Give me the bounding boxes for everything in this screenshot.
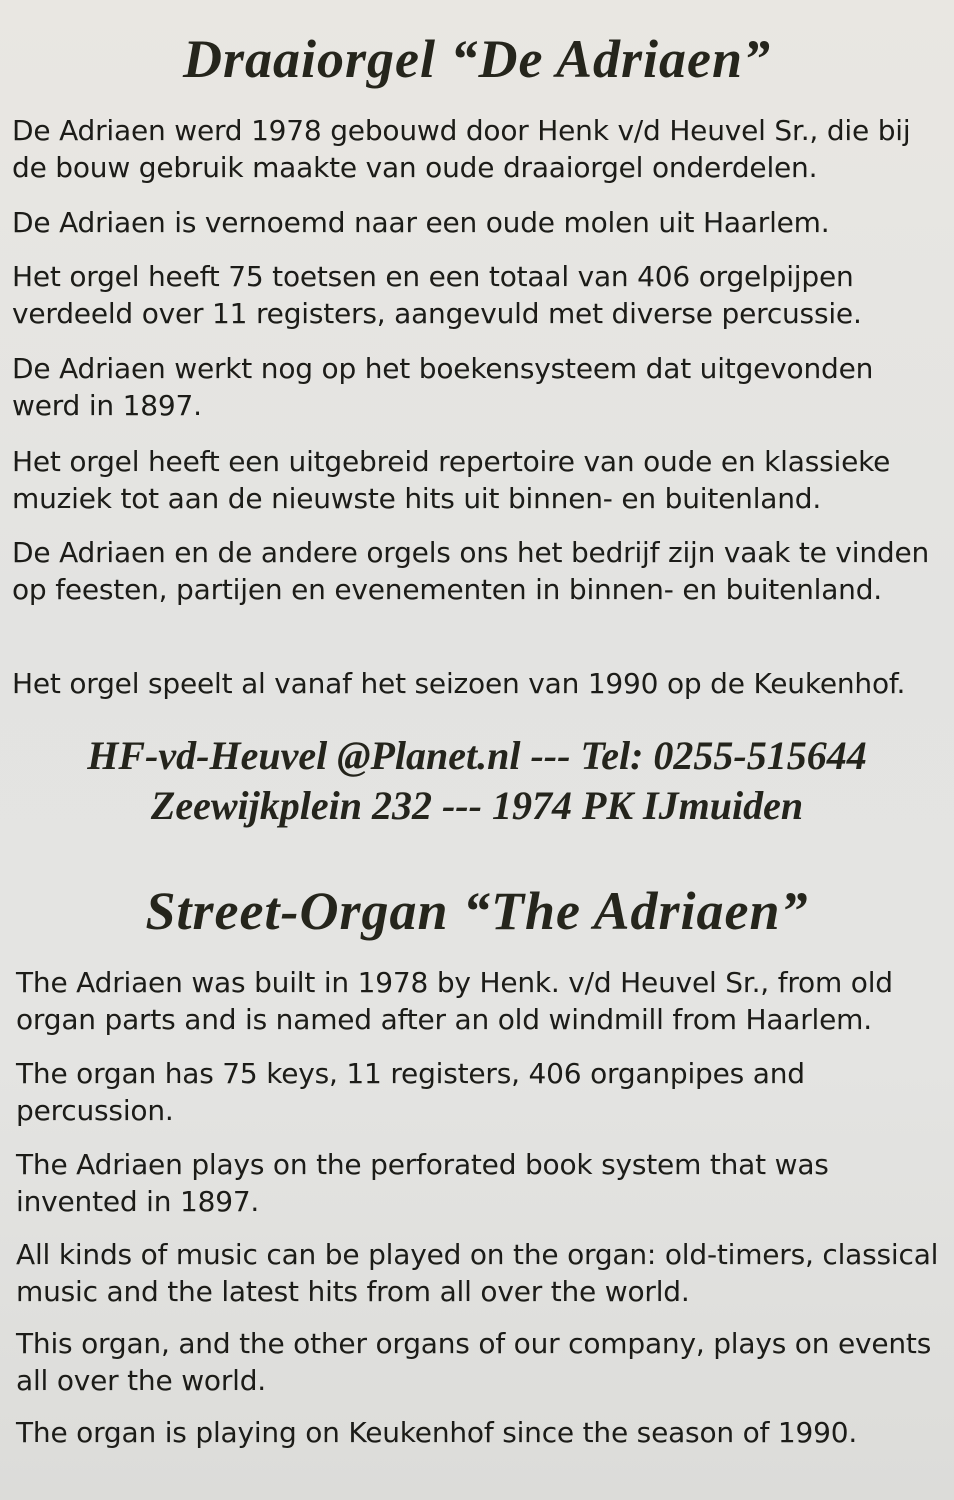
contact-email-phone: HF-vd-Heuvel @Planet.nl --- Tel: 0255-515644 — [87, 733, 867, 778]
english-paragraph-3: The Adriaen plays on the perforated book system that was invented in 1897. — [16, 1148, 829, 1218]
english-paragraph-1: The Adriaen was built in 1978 by Henk. v/d Heuvel Sr., from old organ parts and is named after an old windmill from Haarlem. — [16, 966, 893, 1036]
dutch-paragraph-2: De Adriaen is vernoemd naar een oude molen uit Haarlem. — [12, 206, 830, 239]
dutch-paragraph-6: De Adriaen en de andere orgels ons het bedrijf zijn vaak te vinden op feesten, partijen en evenementen in binnen- en buitenland. — [12, 536, 930, 606]
dutch-paragraph-5: Het orgel heeft een uitgebreid repertoire van oude en klassieke muziek tot aan de nieuwste hits uit binnen- en buitenland. — [12, 445, 891, 515]
english-paragraph-5: This organ, and the other organs of our company, plays on events all over the world. — [16, 1327, 932, 1397]
dutch-title: Draaiorgel “De Adriaen” — [183, 29, 771, 89]
english-paragraph-4: All kinds of music can be played on the organ: old-timers, classical music and the latest hits from all over the world. — [16, 1238, 939, 1308]
english-title: Street-Organ “The Adriaen” — [145, 881, 809, 941]
contact-address: Zeewijkplein 232 --- 1974 PK IJmuiden — [150, 783, 804, 828]
english-paragraph-6: The organ is playing on Keukenhof since the season of 1990. — [16, 1416, 858, 1449]
dutch-paragraph-4: De Adriaen werkt nog op het boekensysteem dat uitgevonden werd in 1897. — [12, 352, 874, 422]
dutch-paragraph-3: Het orgel heeft 75 toetsen en een totaal van 406 orgelpijpen verdeeld over 11 registers, aangevuld met diverse percussie. — [12, 260, 862, 330]
dutch-paragraph-7: Het orgel speelt al vanaf het seizoen van 1990 op de Keukenhof. — [12, 667, 906, 700]
dutch-paragraph-1: De Adriaen werd 1978 gebouwd door Henk v/d Heuvel Sr., die bij de bouw gebruik maakte van oude draaiorgel onderdelen. — [12, 114, 911, 184]
english-paragraph-2: The organ has 75 keys, 11 registers, 406 organpipes and percussion. — [16, 1057, 805, 1127]
